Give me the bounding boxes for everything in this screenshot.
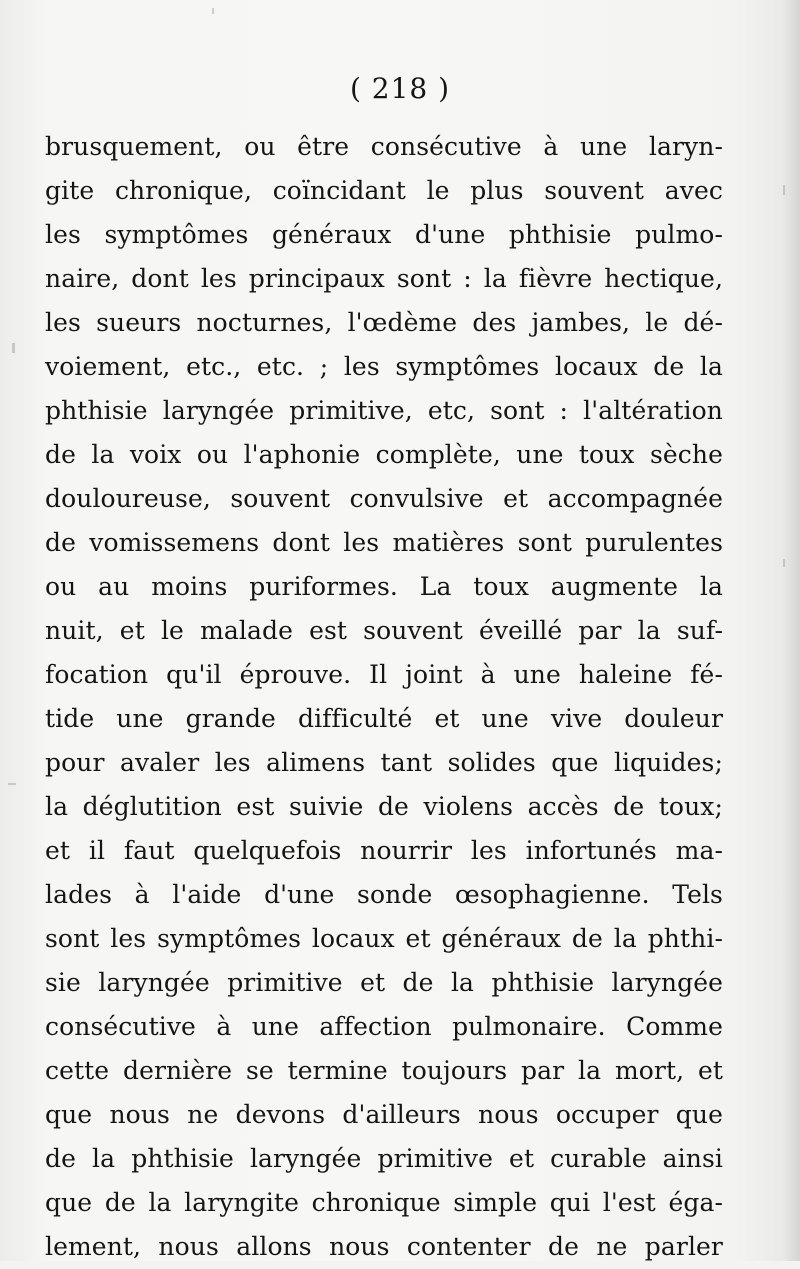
paper-speck — [783, 185, 785, 195]
text-line: pour avaler les alimens tant solides que liquides; — [45, 748, 723, 777]
text-line: les symptômes généraux d'une phthisie pulmo- — [45, 220, 723, 249]
text-line: sie laryngée primitive et de la phthisie laryngée — [45, 968, 723, 997]
text-line: sont les symptômes locaux et généraux de la phthi- — [45, 924, 723, 953]
text-line: brusquement, ou être consécutive à une laryn- — [45, 132, 723, 161]
text-line: cette dernière se termine toujours par la mort, et — [45, 1056, 723, 1085]
text-line: lement, nous allons nous contenter de ne parler — [45, 1232, 723, 1261]
text-line: de la phthisie laryngée primitive et curable ainsi — [45, 1144, 723, 1173]
text-line: naire, dont les principaux sont : la fièvre hectique, — [45, 264, 723, 293]
text-line: ou au moins puriformes. La toux augmente la — [45, 572, 723, 601]
text-line: que de la laryngite chronique simple qui l'est éga- — [45, 1188, 723, 1217]
text-line: gite chronique, coïncidant le plus souvent avec — [45, 176, 723, 205]
text-line: les sueurs nocturnes, l'œdème des jambes, le dé- — [45, 308, 723, 337]
text-line: phthisie laryngée primitive, etc, sont : l'altération — [45, 396, 723, 425]
paper-speck — [783, 559, 785, 567]
text-line: de la voix ou l'aphonie complète, une toux sèche — [45, 440, 723, 469]
text-line: que nous ne devons d'ailleurs nous occuper que — [45, 1100, 723, 1129]
text-line: lades à l'aide d'une sonde œsophagienne. Tels — [45, 880, 723, 909]
text-line: tide une grande difficulté et une vive douleur — [45, 704, 723, 733]
text-line: voiement, etc., etc. ; les symptômes locaux de la — [45, 352, 723, 381]
paper-speck — [12, 343, 15, 353]
page-number: ( 218 ) — [349, 72, 451, 105]
paper-speck — [212, 8, 214, 14]
text-line: douloureuse, souvent convulsive et accompagnée — [45, 484, 723, 513]
text-line: nuit, et le malade est souvent éveillé par la suf- — [45, 616, 723, 645]
text-line: focation qu'il éprouve. Il joint à une haleine fé- — [45, 660, 723, 689]
text-line: consécutive à une affection pulmonaire. Comme — [45, 1012, 723, 1041]
body-text — [45, 125, 723, 1269]
text-line: de vomissemens dont les matières sont purulentes — [45, 528, 723, 557]
text-line: la déglutition est suivie de violens accès de toux; — [45, 792, 723, 821]
paper-speck — [8, 783, 16, 785]
text-line: et il faut quelquefois nourrir les infortunés ma- — [45, 836, 723, 865]
